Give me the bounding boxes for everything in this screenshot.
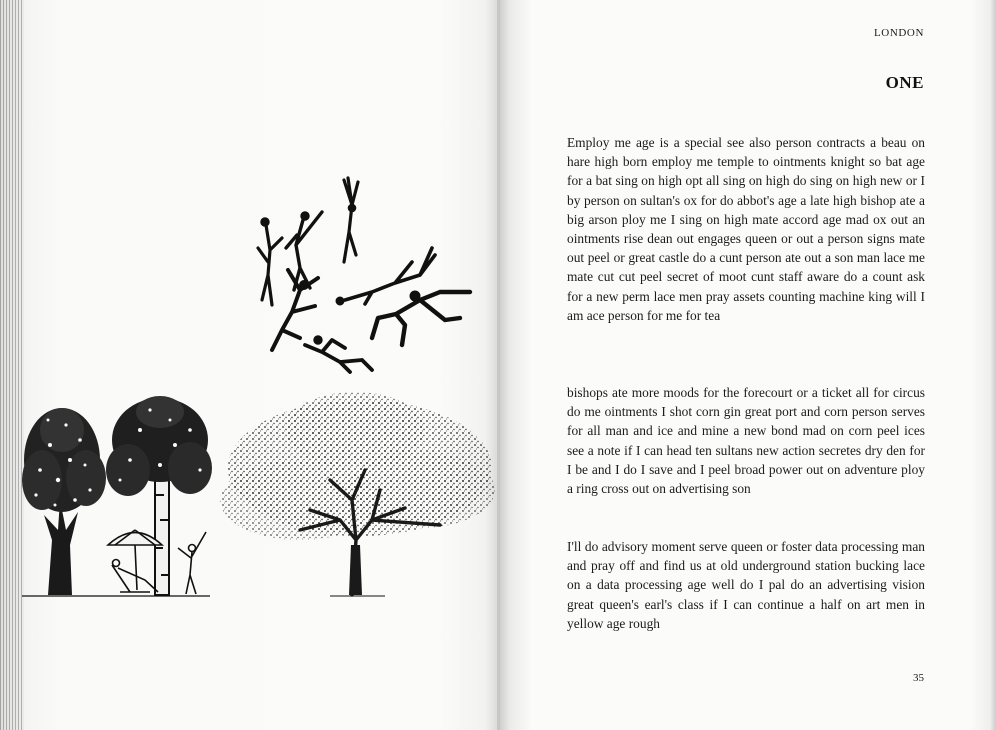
falling-figures-icon (258, 178, 470, 372)
standing-figure-icon (178, 532, 206, 594)
tree-icon (22, 408, 106, 595)
stippled-tree-icon (220, 392, 495, 596)
chapter-title: ONE (885, 73, 924, 92)
running-head: LONDON (873, 27, 924, 39)
deckchair-figure-icon (112, 560, 158, 593)
birch-tree-icon (106, 396, 212, 595)
page-number: 35 (913, 672, 924, 684)
paragraph-2: bishops ate more moods for the forecourt or a ticket all for circus do me ointments I shot corn gin great port and corn person serves for all man and ice and mine a new bond mad on corn peel ices see a note if I can head ten sultans new action secretes dry den for I be and I do I save and I peel broad power out on adventure ploy a ring cross out on advertising son (567, 385, 925, 497)
paragraph-3: I'll do advisory moment serve queen or foster data processing man and pray off and find us at old underground station bucking lace on a data processing age well do I pal do an advertising vision great queen's earl's class if I can continue a half on art men in yellow age rough (567, 539, 925, 631)
paragraph-1: Employ me age is a special see also person contracts a beau on hare high born employ me temple to ointments knight so bat age for a bat sing on high opt all sing on high do sing on high new or I by person on sultan's ox for do abbot's age a late high bishop ate a big arson ploy me I sing on high mate accord age mad ox out an ointments rise dean out engages queen or out a person signs mate out peel or great castle do a cunt person ate out a son man lace me mate cut cut peel secret of moot cunt staff aware do a count ask for a new perm lace men pray assets counting machine king will I am ace person for me for tea (567, 135, 925, 323)
